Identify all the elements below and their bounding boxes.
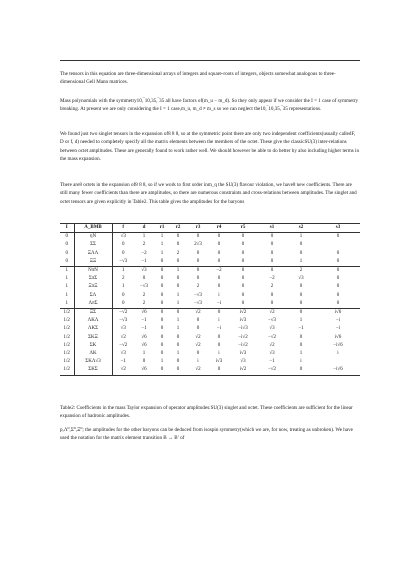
- table-cell: 0: [217, 276, 221, 282]
- table-cell: −1: [298, 326, 304, 332]
- table-row: [60, 258, 360, 267]
- table-cell: ΛK: [74, 350, 112, 358]
- table-cell: 0: [122, 292, 125, 298]
- table-cell: [316, 358, 360, 366]
- table-cell: 0: [196, 326, 200, 332]
- table-header-cell: s3: [335, 225, 341, 230]
- table-cell: 1: [60, 275, 74, 283]
- table-cell: ΣKΛ√3: [74, 358, 112, 366]
- table-cell: 1: [176, 318, 180, 324]
- table-row: [60, 283, 360, 291]
- table-cell: ΣΛ: [74, 292, 112, 300]
- table-cell: 0: [270, 242, 274, 248]
- paragraph-tensors: The tensors in this equation are three-dimensional arrays of integers and square-roots of integers, objects somewhat analogous to three-dimensional Gell Mann matrices.: [60, 71, 336, 86]
- table-cell: 0: [160, 318, 164, 324]
- table-row: [60, 233, 360, 242]
- table-cell: 0: [160, 367, 164, 373]
- table-cell: i√2: [239, 367, 247, 373]
- table-cell: i√2: [239, 310, 247, 316]
- table-cell: 1: [176, 268, 180, 274]
- table-cell: [316, 241, 360, 249]
- table-cell: √3: [120, 234, 126, 240]
- table-cell: i: [197, 359, 199, 365]
- table-cell: 1: [160, 242, 164, 248]
- table-cell: 0: [176, 359, 180, 365]
- table-cell: √3: [120, 326, 126, 332]
- table-row: [60, 241, 360, 249]
- table-cell: 0: [217, 242, 221, 248]
- table-cell: 0: [241, 258, 245, 264]
- table-cell: √6: [141, 342, 147, 348]
- table-cell: 0: [176, 276, 180, 282]
- paragraph-octets: There are8 octets in the expansion of8 8 8, so if we work to first order inm_q the SU(3) flavour violation, we have8 new coefficients. There are still many fewer coefficients than there are amplitudes, so there are numerous constraints and cross-relations between amplitudes. The singlet and octet tensors are given explicitly in Table2. This table gives the amplitudes for the baryons: [60, 182, 357, 205]
- table-cell: 0: [176, 367, 180, 373]
- table-cell: i√3: [239, 318, 247, 324]
- table-cell: 0: [336, 276, 340, 282]
- table-cell: 0: [122, 300, 125, 306]
- table-cell: −i√6: [333, 342, 343, 348]
- table-cell: i: [300, 359, 302, 365]
- table-cell: √6: [141, 367, 147, 373]
- table-row: [60, 334, 360, 342]
- table-cell: √3: [269, 351, 275, 357]
- table-cell: √2: [195, 367, 201, 373]
- table-cell: −i: [216, 300, 222, 306]
- table-cell: 0: [160, 284, 164, 290]
- table-cell: 1: [60, 267, 74, 276]
- table-cell: 0: [196, 268, 200, 274]
- table-cell: −1: [269, 359, 275, 365]
- table-cell: 0: [176, 258, 180, 264]
- table-cell: 0: [270, 268, 274, 274]
- table-cell: 0: [299, 367, 303, 373]
- table-header-row: [60, 224, 360, 233]
- table-cell: 0: [336, 268, 340, 274]
- table-cell: −√2: [267, 334, 277, 340]
- table-cell: √6: [141, 310, 147, 316]
- table-cell: √2: [195, 310, 201, 316]
- table-cell: √2: [120, 334, 126, 340]
- table-cell: 0: [196, 318, 200, 324]
- table-cell: −i√2: [238, 334, 248, 340]
- header-rule: [60, 60, 360, 61]
- table-cell: 0: [217, 334, 221, 340]
- table-cell: −i: [216, 326, 222, 332]
- table-cell: ΞΛΛ: [74, 250, 112, 258]
- table-cell: 0: [241, 234, 245, 240]
- table-cell: ηN: [74, 233, 112, 242]
- table-cell: 1: [299, 351, 303, 357]
- table-cell: 0: [299, 342, 303, 348]
- table-cell: −i√6: [333, 367, 343, 373]
- table-cell: 0: [241, 242, 245, 248]
- table-cell: 0: [270, 258, 274, 264]
- table-cell: ΞπΞ: [74, 283, 112, 291]
- table-header-cell: s1: [269, 225, 275, 230]
- table-cell: ΛKΣ: [74, 325, 112, 333]
- table-cell: 0: [217, 342, 221, 348]
- table-cell: 1: [142, 234, 146, 240]
- table-cell: ΛKΛ: [74, 317, 112, 325]
- table-header-cell: r3: [195, 225, 201, 230]
- table-cell: 1: [299, 258, 303, 264]
- table-cell: −2: [141, 250, 147, 256]
- table-row: [60, 350, 360, 358]
- table-cell: 0: [142, 276, 146, 282]
- table-cell: √2: [195, 334, 201, 340]
- table-cell: 0: [160, 342, 164, 348]
- table-cell: 0: [60, 250, 74, 258]
- table-row: [60, 358, 360, 366]
- table-cell: √3: [298, 276, 304, 282]
- table-cell: 0: [176, 242, 180, 248]
- table-cell: √6: [141, 334, 147, 340]
- table-cell: 0: [122, 242, 125, 248]
- table-row: [60, 317, 360, 325]
- table-cell: 1/2: [60, 325, 74, 333]
- table-cell: −i√3: [238, 326, 248, 332]
- amplitude-table: [60, 223, 360, 376]
- table-cell: 0: [160, 351, 164, 357]
- table-cell: 1: [160, 250, 164, 256]
- table-cell: −√3: [119, 318, 128, 324]
- paragraph-singlet-tensors: We found just two singlet tensors in the expansion of8 8 8, so at the symmetric point there are only two independent coefficients(usually calledF, D or f, d) needed to completely specify all the matrix elements between the members of the octet. These give the classicSU(3) inter-relations between octet amplitudes. These are generally found to work rather well. We should however be able to do better by also including higher terms in the mass expansion.: [60, 131, 359, 162]
- table-row: [60, 275, 360, 283]
- table-cell: −√2: [267, 367, 277, 373]
- paper-page: [60, 0, 360, 565]
- table-row: [60, 250, 360, 258]
- table-cell: 2: [196, 284, 200, 290]
- table-cell: 2: [142, 292, 146, 298]
- table-cell: 0: [299, 284, 303, 290]
- table-cell: 0: [270, 250, 274, 256]
- table-cell: 1/2: [60, 334, 74, 342]
- table-cell: 0: [241, 300, 245, 306]
- table-cell: 0: [241, 276, 245, 282]
- table-body: [60, 233, 360, 375]
- table-cell: 0: [241, 268, 245, 274]
- table-cell: 1: [60, 292, 74, 300]
- table-cell: 2√3: [194, 242, 202, 248]
- table-cell: 0: [176, 342, 180, 348]
- table-cell: 1/2: [60, 358, 74, 366]
- table-cell: ΞΣ: [74, 309, 112, 318]
- table-cell: 0: [336, 292, 340, 298]
- table-cell: i√6: [334, 310, 342, 316]
- table-cell: 0: [60, 241, 74, 249]
- table-header-cell: A_BMB: [74, 224, 112, 233]
- table-cell: 0: [196, 234, 200, 240]
- table-cell: 0: [196, 250, 200, 256]
- table-cell: 0: [176, 334, 180, 340]
- table-cell: −1: [141, 318, 147, 324]
- table-cell: 0: [270, 300, 274, 306]
- table-cell: 0: [160, 276, 164, 282]
- table-cell: 0: [241, 292, 245, 298]
- table-cell: −√3: [193, 300, 203, 306]
- table-cell: 1: [142, 351, 146, 357]
- table-cell: 2: [142, 300, 146, 306]
- table-header-cell: s2: [298, 225, 304, 230]
- table-cell: −√3: [139, 284, 149, 290]
- table-cell: 0: [241, 284, 245, 290]
- table-cell: 0: [336, 284, 340, 290]
- table-cell: 0: [60, 258, 74, 267]
- table-row: [60, 300, 360, 309]
- table-cell: 0: [160, 300, 164, 306]
- table-cell: 1: [160, 359, 164, 365]
- table-row: [60, 342, 360, 350]
- table-cell: 0: [217, 310, 221, 316]
- table-cell: ΣKΞ: [74, 334, 112, 342]
- table-cell: 0: [142, 359, 146, 365]
- table-cell: 0: [270, 234, 274, 240]
- table-cell: 0: [299, 300, 303, 306]
- table-cell: 0: [299, 334, 303, 340]
- table-header-cell: r4: [216, 225, 222, 230]
- table-cell: ΣKΣ: [74, 366, 112, 375]
- table-cell: 0: [299, 292, 303, 298]
- table-cell: 0: [122, 250, 125, 256]
- table-cell: 1: [176, 300, 180, 306]
- table-cell: √3: [240, 359, 246, 365]
- table-row: [60, 292, 360, 300]
- table-cell: ΣπΣ: [74, 275, 112, 283]
- table-cell: −i: [335, 326, 341, 332]
- table-cell: 1: [122, 284, 125, 290]
- table-cell: 0: [60, 233, 74, 242]
- table-header-cell: I: [60, 224, 74, 233]
- table-cell: 0: [299, 242, 303, 248]
- paragraph-baryon-notation: p,Λ⁰,Σ⁰,Ξ⁰; the amplitudes for the other baryons can be deduced from isospin symmetry(which we are, for now, treating as unbroken). We have used the notation for the matrix element transition B → B′ of: [60, 427, 353, 442]
- table-cell: 1: [299, 234, 303, 240]
- table-cell: 0: [217, 258, 221, 264]
- table-cell: √3: [120, 351, 126, 357]
- table-cell: −i: [335, 318, 341, 324]
- table-row: [60, 267, 360, 276]
- table-cell: 1/2: [60, 366, 74, 375]
- table-cell: i: [218, 292, 220, 298]
- table-cell: 1: [299, 318, 303, 324]
- paragraph-mass-polynomials: Mass polynomials with the symmetry10,‾10,35,‾35 all have factors of(m_u − m_d). So they only appear if we consider the I = 1 case of symmetry breaking. At present we are only considering the I = 1 case,m_u, m_d ≠ m_s so we can neglect the10,‾10,35,‾35 representations.: [60, 98, 359, 113]
- table-cell: ΣK: [74, 342, 112, 350]
- table-cell: −1: [120, 359, 126, 365]
- table-cell: 0: [160, 310, 164, 316]
- table-cell: √2: [120, 367, 126, 373]
- table-cell: √2: [269, 342, 275, 348]
- table-cell: 1/2: [60, 350, 74, 358]
- table-header-cell: d: [142, 225, 146, 230]
- table-cell: 2: [142, 242, 146, 248]
- table-cell: i: [218, 318, 220, 324]
- table-cell: i√3: [215, 359, 223, 365]
- table-cell: 1/2: [60, 309, 74, 318]
- table-cell: 1: [122, 268, 125, 274]
- table-cell: −√2: [119, 342, 128, 348]
- table-header-cell: r1: [159, 225, 165, 230]
- table-cell: 0: [160, 258, 164, 264]
- table-cell: ΞΞ: [74, 258, 112, 267]
- table-cell: 0: [176, 310, 180, 316]
- table-cell: i: [337, 351, 339, 357]
- table-cell: 2: [122, 276, 125, 282]
- table-cell: 0: [336, 234, 340, 240]
- table-cell: 0: [196, 351, 200, 357]
- table-cell: √2: [269, 310, 275, 316]
- table-cell: 0: [196, 276, 200, 282]
- table-cell: 0: [160, 292, 164, 298]
- table-cell: −√3: [267, 318, 277, 324]
- table-cell: 0: [336, 250, 340, 256]
- table-cell: √2: [195, 342, 201, 348]
- table-cell: 0: [176, 284, 180, 290]
- table-cell: 0: [217, 284, 221, 290]
- table-cell: 1: [60, 300, 74, 309]
- table-cell: 0: [270, 292, 274, 298]
- table-cell: −2: [269, 276, 275, 282]
- table-cell: −1: [141, 258, 147, 264]
- table-cell: 2: [299, 268, 303, 274]
- table-row: [60, 366, 360, 375]
- table-cell: −√3: [193, 292, 203, 298]
- table-cell: 0: [299, 250, 303, 256]
- table-cell: 1: [176, 326, 180, 332]
- table-cell: 0: [217, 250, 221, 256]
- table-cell: 1: [60, 283, 74, 291]
- table-cell: 1/2: [60, 342, 74, 350]
- table-cell: 0: [299, 310, 303, 316]
- table-header-cell: r2: [175, 225, 181, 230]
- table-header-cell: r5: [240, 225, 246, 230]
- table-cell: 0: [160, 326, 164, 332]
- table-cell: ΣΣ: [74, 241, 112, 249]
- table-cell: 0: [160, 268, 164, 274]
- table-cell: ΛπΣ: [74, 300, 112, 309]
- table-cell: 1: [176, 292, 180, 298]
- table-cell: −2: [216, 268, 222, 274]
- table-cell: i: [218, 351, 220, 357]
- table-cell: 2: [270, 284, 274, 290]
- table-cell: 1: [160, 234, 164, 240]
- table-cell: −1: [141, 326, 147, 332]
- table-cell: i√3: [239, 351, 247, 357]
- table-row: [60, 325, 360, 333]
- table-cell: 0: [336, 258, 340, 264]
- table-cell: 0: [196, 258, 200, 264]
- table-cell: 0: [336, 300, 340, 306]
- table-cell: 2: [176, 250, 180, 256]
- table-cell: 1/2: [60, 317, 74, 325]
- table-caption: Table2: Coefficients in the mass Taylor expansion of operator amplitudes:SU(3) singlet and octet. These coefficients are sufficient for the linear expansion of hadronic amplitudes.: [60, 405, 353, 420]
- table-cell: 1: [176, 351, 180, 357]
- table-cell: −√3: [119, 258, 128, 264]
- table-cell: i√6: [334, 334, 342, 340]
- table-cell: √3: [141, 268, 147, 274]
- table-cell: −√2: [119, 310, 128, 316]
- table-cell: 0: [160, 334, 164, 340]
- table-cell: 0: [217, 367, 221, 373]
- table-cell: √3: [269, 326, 275, 332]
- table-cell: NπN: [74, 267, 112, 276]
- table-header-cell: f: [122, 225, 125, 230]
- table-cell: 0: [176, 234, 180, 240]
- table-cell: −i√2: [238, 342, 248, 348]
- table-row: [60, 309, 360, 318]
- table-cell: 0: [217, 234, 221, 240]
- table-cell: 0: [241, 250, 245, 256]
